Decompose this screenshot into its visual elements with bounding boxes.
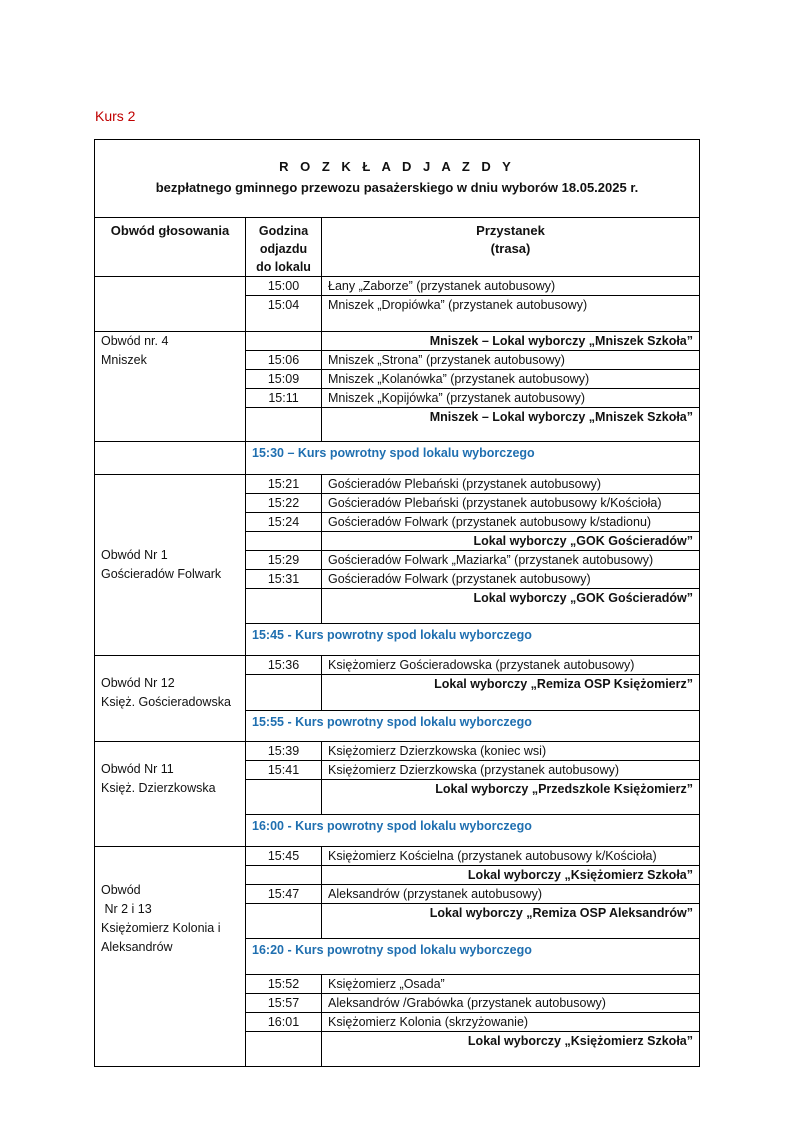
- obwod-empty-cell: [95, 442, 246, 475]
- timetable-title: R O Z K Ł A D J A Z D Y: [279, 159, 515, 174]
- obwod-place: Mniszek: [101, 353, 147, 367]
- stop-name: Księżomierz Kościelna (przystanek autobusowy k/Kościoła): [322, 847, 700, 866]
- polling-station: Lokal wyborczy „Przedszkole Księżomierz”: [322, 780, 700, 815]
- stop-name: Księżomierz „Osada”: [322, 975, 700, 994]
- return-trip: 16:00 - Kurs powrotny spod lokalu wyborczego: [246, 815, 700, 847]
- obwod-cell-gosc: [95, 656, 246, 742]
- time-empty-cell: [246, 589, 322, 624]
- polling-station: Lokal wyborczy „Remiza OSP Księżomierz”: [322, 675, 700, 711]
- table-row: [95, 742, 700, 761]
- stop-name: Księżomierz Dzierzkowska (koniec wsi): [322, 742, 700, 761]
- obwod-place: Księż. Gościeradowska: [101, 695, 231, 709]
- stop-name: Mniszek „Strona” (przystanek autobusowy): [322, 351, 700, 370]
- obwod-place-2: Aleksandrów: [101, 940, 173, 954]
- time-empty-cell: [246, 780, 322, 815]
- stop-name: Mniszek „Kopijówka” (przystanek autobusowy): [322, 389, 700, 408]
- time-empty-cell: [246, 904, 322, 939]
- polling-station: Lokal wyborczy „GOK Gościeradów”: [322, 589, 700, 624]
- timetable-header: [95, 140, 700, 218]
- departure-time: 15:21: [246, 475, 322, 494]
- obwod-cell-kolonia: [95, 847, 246, 1067]
- departure-time: 15:31: [246, 570, 322, 589]
- obwod-cell-dzierz: [95, 742, 246, 847]
- departure-time: 15:52: [246, 975, 322, 994]
- column-header-przystanek-line2: (trasa): [490, 241, 531, 256]
- return-trip: 15:30 – Kurs powrotny spod lokalu wyborczego: [246, 442, 700, 475]
- obwod-number: Obwód Nr 11: [101, 762, 174, 776]
- obwod-number: Nr 2 i 13: [101, 902, 152, 916]
- time-empty-cell: [246, 1032, 322, 1067]
- departure-time: 15:09: [246, 370, 322, 389]
- obwod-number: Obwód Nr 1: [101, 548, 168, 562]
- departure-time: 15:24: [246, 513, 322, 532]
- polling-station: Mniszek – Lokal wyborczy „Mniszek Szkoła”: [322, 332, 700, 351]
- return-trip: 15:45 - Kurs powrotny spod lokalu wyborczego: [246, 624, 700, 656]
- table-row: [95, 656, 700, 675]
- column-header-godzina-line3: do lokalu: [256, 260, 311, 274]
- column-header-row: [95, 218, 700, 277]
- obwod-place: Gościeradów Folwark: [101, 567, 222, 581]
- table-header-row: [95, 140, 700, 218]
- table-row: [95, 475, 700, 494]
- return-trip: 16:20 - Kurs powrotny spod lokalu wyborczego: [246, 939, 700, 975]
- obwod-label: Obwód: [101, 883, 141, 897]
- stop-name: Księżomierz Dzierzkowska (przystanek autobusowy): [322, 761, 700, 780]
- departure-time: 15:11: [246, 389, 322, 408]
- time-empty-cell: [246, 332, 322, 351]
- polling-station: Lokal wyborczy „Księżomierz Szkoła”: [322, 866, 700, 885]
- departure-time: 15:57: [246, 994, 322, 1013]
- time-empty-cell: [246, 866, 322, 885]
- stop-name: Mniszek „Dropiówka” (przystanek autobusowy): [322, 296, 700, 332]
- column-header-przystanek-line1: Przystanek: [476, 223, 545, 238]
- stop-name: Gościeradów Folwark (przystanek autobusowy): [322, 570, 700, 589]
- column-header-obwod: Obwód głosowania: [95, 218, 246, 277]
- column-header-godzina-line1: Godzina: [258, 224, 309, 238]
- table-row: [95, 277, 700, 296]
- departure-time: 15:29: [246, 551, 322, 570]
- obwod-number: Obwód nr. 4: [101, 334, 169, 348]
- departure-time: 15:06: [246, 351, 322, 370]
- time-empty-cell: [246, 532, 322, 551]
- departure-time: 15:47: [246, 885, 322, 904]
- table-row: [95, 442, 700, 475]
- table-row: [95, 332, 700, 351]
- polling-station: Lokal wyborczy „Remiza OSP Aleksandrów”: [322, 904, 700, 939]
- polling-station: Lokal wyborczy „Księżomierz Szkoła”: [322, 1032, 700, 1067]
- stop-name: Aleksandrów /Grabówka (przystanek autobusowy): [322, 994, 700, 1013]
- departure-time: 15:45: [246, 847, 322, 866]
- column-header-godzina-line2: odjazdu: [259, 242, 308, 256]
- column-header-godzina: [246, 218, 322, 277]
- stop-name: Gościeradów Plebański (przystanek autobusowy): [322, 475, 700, 494]
- departure-time: 15:22: [246, 494, 322, 513]
- stop-name: Gościeradów Plebański (przystanek autobusowy k/Kościoła): [322, 494, 700, 513]
- obwod-place: Księżomierz Kolonia i: [101, 921, 221, 935]
- kurs-label: Kurs 2: [95, 108, 136, 124]
- stop-name: Gościeradów Folwark „Maziarka” (przystanek autobusowy): [322, 551, 700, 570]
- timetable-subtitle: bezpłatnego gminnego przewozu pasażerskiego w dniu wyborów 18.05.2025 r.: [155, 180, 639, 195]
- departure-time: 15:39: [246, 742, 322, 761]
- stop-name: Gościeradów Folwark (przystanek autobusowy k/stadionu): [322, 513, 700, 532]
- departure-time: 15:41: [246, 761, 322, 780]
- stop-name: Aleksandrów (przystanek autobusowy): [322, 885, 700, 904]
- table-row: [95, 847, 700, 866]
- time-empty-cell: [246, 408, 322, 442]
- obwod-cell-folwark: [95, 475, 246, 656]
- polling-station: Lokal wyborczy „GOK Gościeradów”: [322, 532, 700, 551]
- stop-name: Księżomierz Gościeradowska (przystanek autobusowy): [322, 656, 700, 675]
- stop-name: Księżomierz Kolonia (skrzyżowanie): [322, 1013, 700, 1032]
- obwod-empty-cell: [95, 277, 246, 332]
- departure-time: 15:36: [246, 656, 322, 675]
- departure-time: 15:00: [246, 277, 322, 296]
- obwod-number: Obwód Nr 12: [101, 676, 175, 690]
- polling-station: Mniszek – Lokal wyborczy „Mniszek Szkoła”: [322, 408, 700, 442]
- column-header-przystanek: [322, 218, 700, 277]
- return-trip: 15:55 - Kurs powrotny spod lokalu wyborczego: [246, 711, 700, 742]
- departure-time: 16:01: [246, 1013, 322, 1032]
- timetable: [94, 139, 700, 1067]
- obwod-cell-mniszek: [95, 332, 246, 442]
- departure-time: 15:04: [246, 296, 322, 332]
- obwod-place: Księż. Dzierzkowska: [101, 781, 216, 795]
- time-empty-cell: [246, 675, 322, 711]
- stop-name: Łany „Zaborze” (przystanek autobusowy): [322, 277, 700, 296]
- stop-name: Mniszek „Kolanówka” (przystanek autobusowy): [322, 370, 700, 389]
